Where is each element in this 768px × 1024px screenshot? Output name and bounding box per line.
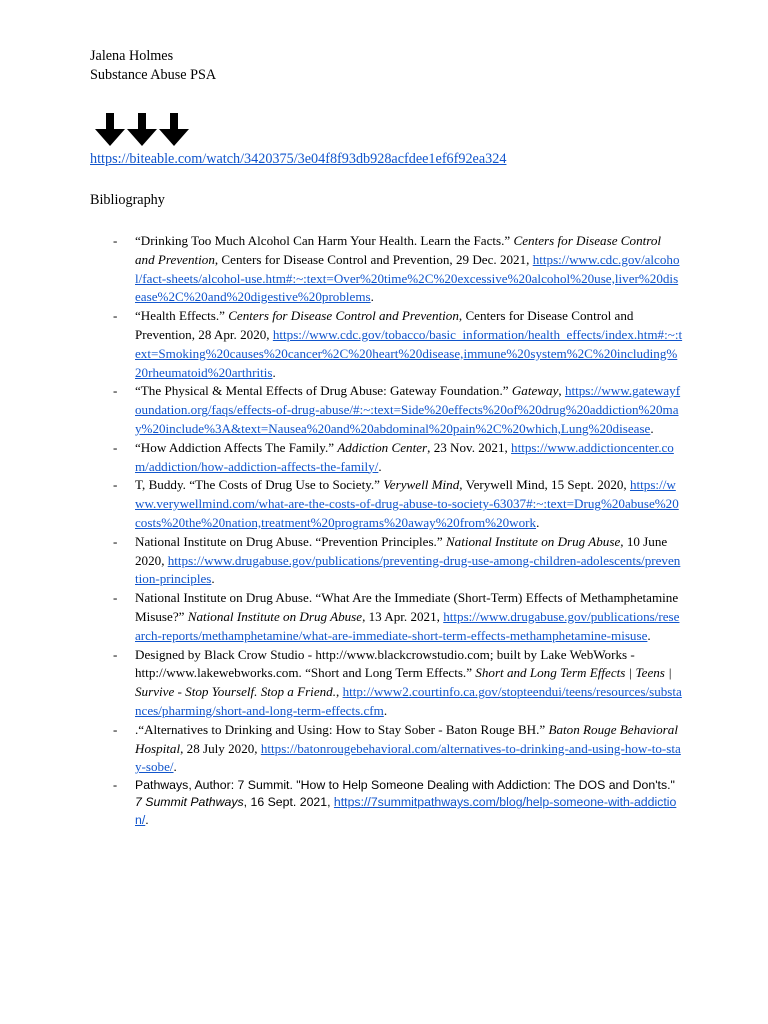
entry-period: . (536, 514, 540, 530)
bibliography-entry (113, 777, 683, 829)
entry-period: . (173, 759, 177, 775)
bibliography-list (113, 232, 683, 829)
list-bullet: - (113, 383, 118, 399)
entry-details: , Centers for Disease Control and Prevention, 28 Apr. 2020, (135, 308, 634, 342)
entry-period: . (383, 702, 388, 718)
video-link[interactable]: https://biteable.com/watch/3420375/3e04f8f93db928acfdee1ef6f92ea324 (90, 151, 507, 167)
entry-source: 7 Summit Pathways (135, 795, 244, 810)
entry-text: National Institute on Drug Abuse. “What Are the Immediate (Short-Term) Effects of Methamphetamine Misuse?” (135, 590, 679, 624)
entry-link[interactable]: https://www.cdc.gov/tobacco/basic_information/health_effects/index.htm#:~:text=Smoking%20causes%20cancer%2C%20heart%20disease,immune%20system%2C%20including%20rheumatoid%20arthritis (135, 326, 683, 380)
entry-text: .“Alternatives to Drinking and Using: How to Stay Sober - Baton Rouge BH.” (135, 721, 549, 737)
bibliography-entry (113, 307, 683, 382)
entry-link[interactable]: https://www.drugabuse.gov/publications/preventing-drug-use-among-children-adolescents/prevention-principles (135, 552, 681, 587)
list-bullet: - (113, 721, 118, 737)
entry-source: Addiction Center (337, 439, 428, 455)
entry-text: “How Addiction Affects The Family.” (135, 439, 338, 455)
entry-period: . (145, 812, 149, 827)
three-down-arrows-icon (94, 113, 194, 147)
bibliography-entry (113, 646, 683, 721)
entry-source: Centers for Disease Control and Prevention (228, 308, 459, 324)
entry-details: , (558, 383, 565, 399)
document-title: Substance Abuse PSA (90, 67, 217, 83)
list-bullet: - (113, 439, 118, 455)
bibliography-entry (113, 533, 683, 589)
entry-details: , 23 Nov. 2021, (427, 439, 512, 455)
entry-link[interactable]: https://7summitpathways.com/blog/help-someone-with-addiction/ (135, 795, 677, 827)
bibliography-entry (113, 721, 683, 777)
entry-details: , Verywell Mind, 15 Sept. 2020, (459, 477, 630, 493)
entry-details: , 16 Sept. 2021, (243, 795, 334, 810)
entry-source: National Institute on Drug Abuse (445, 533, 621, 549)
list-bullet: - (113, 233, 118, 248)
entry-source: Gateway (511, 383, 559, 399)
entry-text: “Health Effects.” (135, 308, 229, 324)
entry-text: National Institute on Drug Abuse. “Prevention Principles.” (135, 533, 446, 549)
entry-source: Centers for Disease Control and Prevention (135, 233, 662, 267)
entry-link[interactable]: https://batonrougebehavioral.com/alternatives-to-drinking-and-using-how-to-stay-sobe/ (135, 740, 681, 775)
entry-link[interactable]: https://www.drugabuse.gov/publications/research-reports/methamphetamine/what-are-immediate-short-term-effects-methamphetamine-misuse (135, 608, 680, 643)
entry-details: , 28 July 2020, (180, 740, 261, 756)
entry-period: . (370, 289, 374, 305)
bibliography-entry (113, 589, 683, 645)
entry-period: . (272, 364, 276, 380)
entry-link[interactable]: https://www.cdc.gov/alcohol/fact-sheets/alcohol-use.htm#:~:text=Over%20time%2C%20excessive%20alcohol%20use,liver%20disease%2C%20and%20digestive%20problems (135, 251, 680, 305)
entry-text: “Drinking Too Much Alcohol Can Harm Your Health. Learn the Facts.” (135, 233, 514, 248)
entry-text: Designed by Black Crow Studio - http://www.blackcrowstudio.com; built by Lake WebWorks - http://www.lakewebworks.com. “Short and Long Term Effects.” (135, 646, 635, 681)
list-bullet: - (113, 590, 118, 606)
entry-source: National Institute on Drug Abuse (187, 608, 363, 624)
down-arrow-icon (127, 113, 157, 146)
list-bullet: - (113, 533, 118, 549)
entry-text: T, Buddy. “The Costs of Drug Use to Society.” (135, 477, 384, 493)
entry-details: , 10 June 2020, (135, 533, 668, 568)
bibliography-entry (113, 382, 683, 438)
entry-link[interactable]: https://www.gatewayfoundation.org/faqs/effects-of-drug-abuse/#:~:text=Side%20effects%20of%20drug%20addiction%20may%20include%3A&text=Nausea%20and%20abdominal%20pain%2C%20which,Lung%20disease (135, 383, 681, 436)
entry-text: “The Physical & Mental Effects of Drug Abuse: Gateway Foundation.” (135, 383, 512, 399)
bibliography-entry (113, 476, 683, 532)
entry-text: Pathways, Author: 7 Summit. "How to Help Someone Dealing with Addiction: The DOS and Don'ts." (135, 778, 675, 793)
bibliography-heading: Bibliography (90, 192, 165, 208)
entry-details: , (336, 684, 343, 700)
entry-period: . (647, 627, 651, 643)
entry-details: , Centers for Disease Control and Prevention, 29 Dec. 2021, (214, 251, 533, 267)
entry-details: , 13 Apr. 2021, (362, 608, 444, 624)
list-bullet: - (113, 477, 118, 493)
entry-source: Short and Long Term Effects | Teens | Survive - Stop Yourself. Stop a Friend. (135, 665, 672, 700)
down-arrow-icon (95, 113, 125, 146)
entry-link[interactable]: http://www2.courtinfo.ca.gov/stopteendui/teens/resources/substances/pharming/short-and-long-term-effects.cfm (135, 684, 682, 718)
entry-period: . (378, 458, 382, 474)
bibliography-entry (113, 232, 683, 307)
entry-link[interactable]: https://www.addictioncenter.com/addiction/how-addiction-affects-the-family/ (135, 439, 674, 474)
author-name: Jalena Holmes (90, 48, 174, 64)
list-bullet: - (113, 778, 118, 793)
entry-link[interactable]: https://www.verywellmind.com/what-are-the-costs-of-drug-abuse-to-society-63037#:~:text=Drug%20abuse%20costs%20the%20nation,treatment%20programs%20away%20from%20work (135, 477, 679, 530)
down-arrow-icon (159, 113, 189, 146)
list-bullet: - (113, 308, 118, 324)
entry-source: Verywell Mind (383, 477, 460, 493)
entry-period: . (650, 420, 654, 436)
list-bullet: - (113, 646, 118, 662)
entry-period: . (211, 571, 215, 587)
bibliography-entry (113, 439, 683, 477)
entry-source: Baton Rouge Behavioral Hospital (135, 721, 678, 756)
